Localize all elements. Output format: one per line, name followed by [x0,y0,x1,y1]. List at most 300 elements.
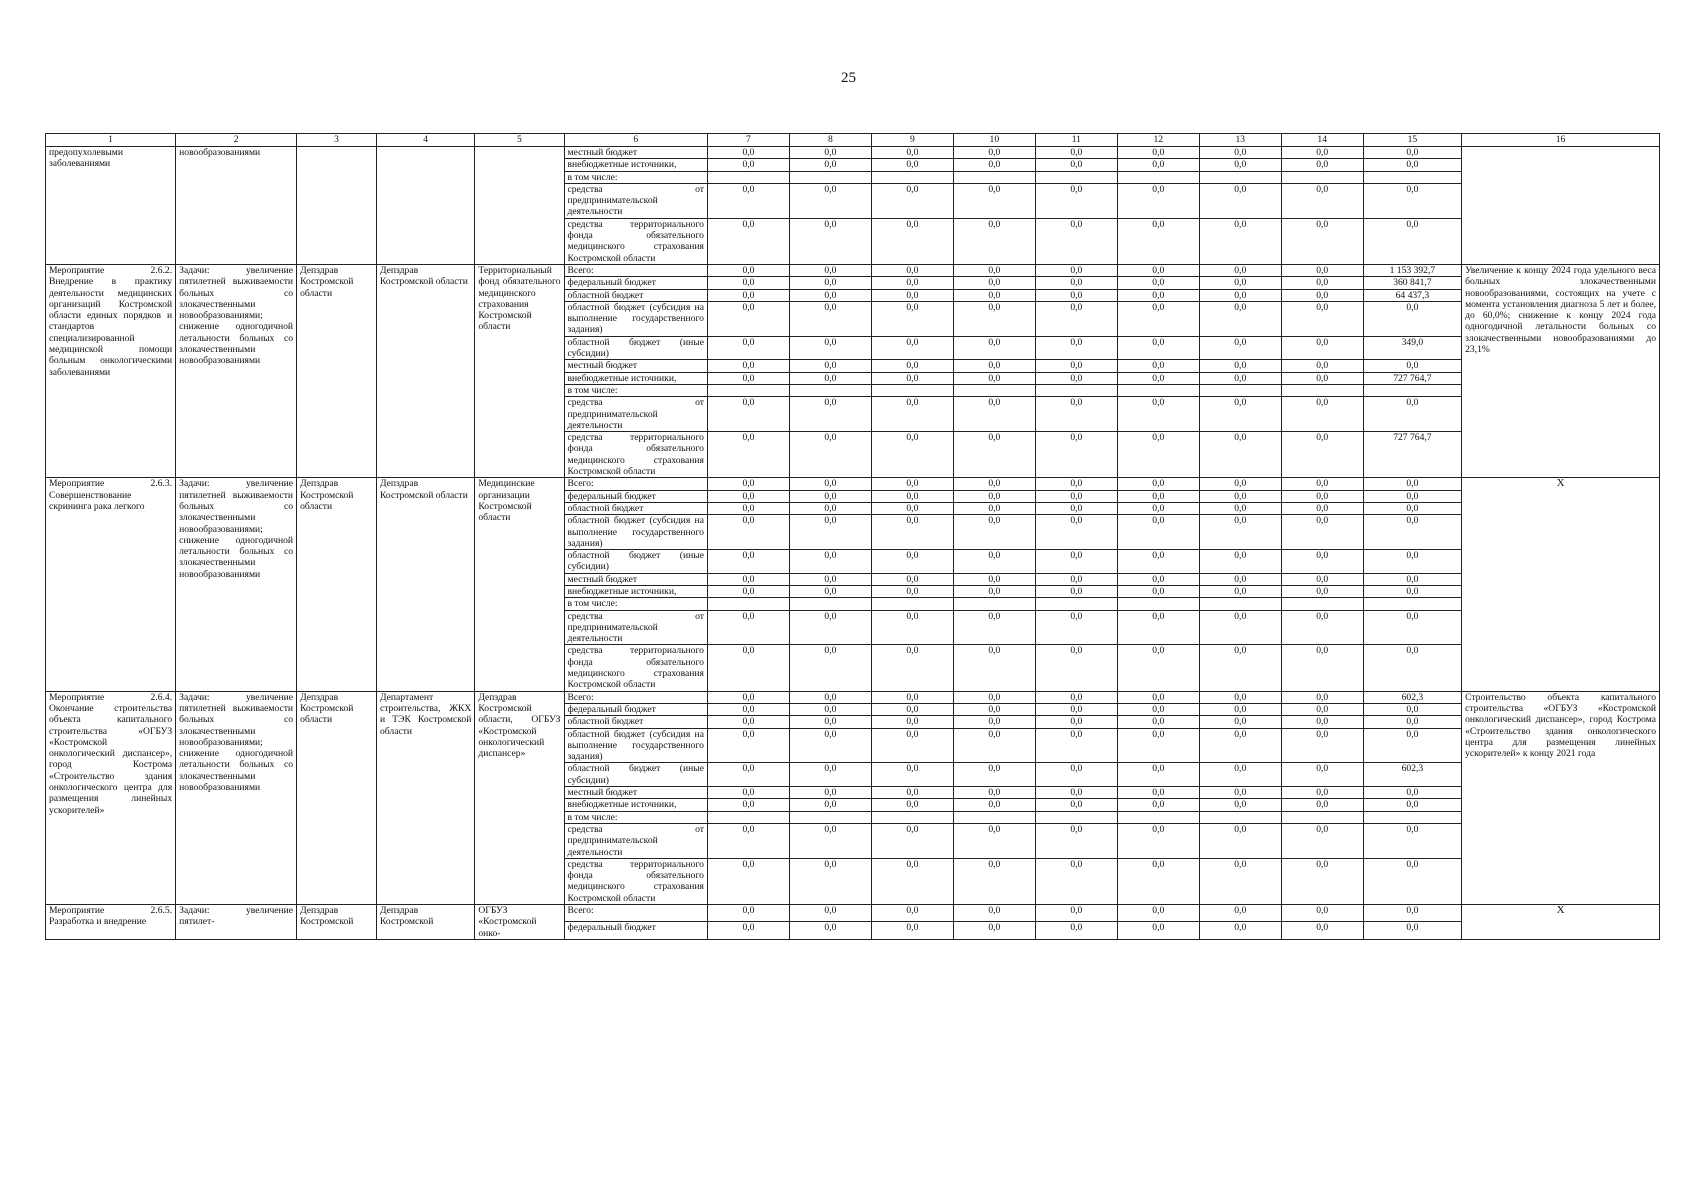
value-cell: 0,0 [707,858,789,904]
value-cell: 0,0 [1281,922,1363,939]
value-cell: 0,0 [1117,336,1199,360]
value-cell: 0,0 [1281,610,1363,645]
value-cell: 0,0 [1035,763,1117,787]
value-cell: 0,0 [953,159,1035,171]
cell-c3 [297,147,377,265]
value-cell: 0,0 [1199,585,1281,597]
value-cell: 0,0 [789,610,871,645]
value-cell [789,384,871,396]
value-cell: 0,0 [789,432,871,478]
value-cell: 0,0 [707,787,789,799]
value-cell: 0,0 [1281,301,1363,336]
value-cell [707,171,789,183]
value-cell: 0,0 [1281,858,1363,904]
column-number-10: 10 [953,134,1035,147]
value-cell: 0,0 [1035,905,1117,922]
value-cell: 0,0 [871,728,953,763]
value-cell: 0,0 [1199,502,1281,514]
value-cell: 0,0 [1035,573,1117,585]
value-cell: 0,0 [707,360,789,372]
value-cell: 0,0 [1281,147,1363,159]
cell-c2: Задачи: увеличение пятилетней выживаемости больных со злокачественными новообразованиями; снижение одногодичной летальности больных со злокачественными новообразованиями [176,478,297,691]
value-cell: 0,0 [789,218,871,264]
value-cell [1199,598,1281,610]
value-cell: 0,0 [707,218,789,264]
value-cell: 0,0 [1117,728,1199,763]
value-cell [1199,171,1281,183]
value-cell: 0,0 [1363,905,1461,922]
cell-c5: Медицинские организации Костромской области [475,478,564,691]
cell-c4: Депздрав Костромской [376,905,474,940]
value-cell: 0,0 [1117,515,1199,550]
value-cell: 0,0 [1117,922,1199,939]
value-cell: 0,0 [1363,728,1461,763]
value-cell [1035,598,1117,610]
value-cell: 0,0 [707,372,789,384]
value-cell: 0,0 [1199,905,1281,922]
value-cell: 0,0 [707,490,789,502]
value-cell: 0,0 [871,799,953,811]
value-cell: 0,0 [1117,799,1199,811]
value-cell: 0,0 [1199,573,1281,585]
value-cell: 0,0 [871,336,953,360]
cell-c1: Мероприятие 2.6.3. Совершенствование скрининга рака легкого [46,478,176,691]
expected-result: Строительство объекта капитального строительства «ОГБУЗ «Костромской онкологический диспансер», город Кострома «Строительство здания онкологического центра для размещения линейных ускорителей» к концу 2021 года [1462,691,1660,904]
value-cell: 0,0 [871,277,953,289]
funding-source: средства территориального фонда обязательного медицинского страхования Костромской области [564,858,707,904]
value-cell: 0,0 [1363,159,1461,171]
value-cell: 602,3 [1363,691,1461,703]
table-row [46,478,1660,490]
funding-source: местный бюджет [564,360,707,372]
value-cell: 0,0 [789,397,871,432]
value-cell: 0,0 [1035,787,1117,799]
value-cell: 0,0 [1281,585,1363,597]
cell-c5: Депздрав Костромской области, ОГБУЗ «Костромской онкологический диспансер» [475,691,564,904]
value-cell: 0,0 [789,585,871,597]
value-cell [871,171,953,183]
column-number-14: 14 [1281,134,1363,147]
funding-source: в том числе: [564,171,707,183]
value-cell: 0,0 [953,360,1035,372]
cell-c2: Задачи: увеличение пятилетней выживаемости больных со злокачественными новообразованиями; снижение одногодичной летальности больных со злокачественными новообразованиями [176,264,297,477]
value-cell: 0,0 [953,716,1035,728]
value-cell: 0,0 [1281,336,1363,360]
value-cell: 0,0 [871,905,953,922]
funding-source: внебюджетные источники, [564,799,707,811]
value-cell: 0,0 [1117,858,1199,904]
funding-source: в том числе: [564,598,707,610]
value-cell: 0,0 [1035,147,1117,159]
value-cell: 0,0 [1199,397,1281,432]
value-cell [1363,811,1461,823]
budget-table [45,133,1660,940]
value-cell: 0,0 [1035,550,1117,574]
value-cell: 0,0 [1281,183,1363,218]
funding-source: в том числе: [564,384,707,396]
expected-result: Увеличение к концу 2024 года удельного веса больных злокачественными новообразованиями, состоящих на учете с момента установления диагноза 5 лет и более, до 60,0%; снижение к концу 2024 года одногодичной летальности больных со злокачественными новообразованиями до 23,1% [1462,264,1660,477]
value-cell: 0,0 [953,703,1035,715]
value-cell: 0,0 [1281,691,1363,703]
value-cell: 0,0 [1117,218,1199,264]
funding-source: областной бюджет (иные субсидии) [564,336,707,360]
funding-source: средства от предпринимательской деятельности [564,610,707,645]
value-cell: 0,0 [953,336,1035,360]
value-cell: 0,0 [1281,432,1363,478]
value-cell: 0,0 [789,716,871,728]
value-cell: 0,0 [871,301,953,336]
value-cell: 0,0 [1363,573,1461,585]
value-cell: 0,0 [707,147,789,159]
table-row [46,147,1660,159]
value-cell: 0,0 [953,397,1035,432]
funding-source: местный бюджет [564,147,707,159]
funding-source: в том числе: [564,811,707,823]
value-cell: 0,0 [1199,147,1281,159]
column-number-row [46,134,1660,147]
value-cell: 0,0 [1035,858,1117,904]
column-number-13: 13 [1199,134,1281,147]
column-number-1: 1 [46,134,176,147]
value-cell: 0,0 [1035,372,1117,384]
value-cell: 0,0 [707,703,789,715]
value-cell: 0,0 [953,372,1035,384]
cell-c2: Задачи: увеличение пятилет- [176,905,297,940]
value-cell [707,811,789,823]
value-cell: 0,0 [1363,703,1461,715]
value-cell: 0,0 [1035,610,1117,645]
value-cell: 0,0 [953,610,1035,645]
value-cell: 0,0 [1117,763,1199,787]
value-cell: 0,0 [1281,264,1363,276]
funding-source: средства территориального фонда обязательного медицинского страхования Костромской области [564,432,707,478]
value-cell: 0,0 [1117,905,1199,922]
funding-source: Всего: [564,691,707,703]
value-cell: 0,0 [953,289,1035,301]
value-cell: 0,0 [707,691,789,703]
column-number-2: 2 [176,134,297,147]
value-cell: 0,0 [1281,360,1363,372]
value-cell: 0,0 [1281,799,1363,811]
value-cell: 0,0 [1281,703,1363,715]
value-cell: 0,0 [1363,716,1461,728]
value-cell [1281,811,1363,823]
value-cell: 0,0 [1117,277,1199,289]
value-cell: 0,0 [789,905,871,922]
value-cell: 0,0 [1199,858,1281,904]
value-cell: 0,0 [789,490,871,502]
funding-source: местный бюджет [564,787,707,799]
value-cell: 0,0 [789,159,871,171]
value-cell: 0,0 [1281,372,1363,384]
value-cell [1035,171,1117,183]
value-cell: 0,0 [789,301,871,336]
cell-c5: Территориальный фонд обязательного медицинского страхования Костромской области [475,264,564,477]
value-cell [953,811,1035,823]
value-cell: 0,0 [1199,515,1281,550]
value-cell: 0,0 [707,183,789,218]
value-cell: 0,0 [1363,645,1461,691]
value-cell: 0,0 [1199,432,1281,478]
value-cell: 360 841,7 [1363,277,1461,289]
value-cell: 0,0 [789,502,871,514]
expected-result [1462,147,1660,265]
value-cell: 0,0 [953,478,1035,490]
value-cell: 0,0 [1117,573,1199,585]
funding-source: местный бюджет [564,573,707,585]
value-cell: 0,0 [1117,372,1199,384]
value-cell: 0,0 [953,147,1035,159]
value-cell: 0,0 [1281,515,1363,550]
value-cell: 0,0 [953,905,1035,922]
value-cell: 0,0 [1363,397,1461,432]
funding-source: федеральный бюджет [564,490,707,502]
value-cell: 0,0 [871,432,953,478]
value-cell [1199,384,1281,396]
value-cell: 0,0 [1117,478,1199,490]
value-cell: 0,0 [707,432,789,478]
cell-c2: новообразованиями [176,147,297,265]
value-cell: 0,0 [1199,289,1281,301]
funding-source: федеральный бюджет [564,277,707,289]
value-cell: 0,0 [953,585,1035,597]
value-cell: 0,0 [707,301,789,336]
value-cell: 0,0 [1035,585,1117,597]
value-cell: 0,0 [1035,716,1117,728]
value-cell: 0,0 [1281,490,1363,502]
value-cell: 0,0 [1281,787,1363,799]
funding-source: областной бюджет [564,502,707,514]
value-cell: 0,0 [789,787,871,799]
value-cell: 0,0 [1199,763,1281,787]
value-cell [871,598,953,610]
value-cell: 0,0 [707,397,789,432]
value-cell: 0,0 [871,550,953,574]
value-cell: 0,0 [871,610,953,645]
value-cell: 0,0 [953,799,1035,811]
value-cell: 0,0 [1035,478,1117,490]
funding-source: областной бюджет [564,716,707,728]
value-cell [953,171,1035,183]
value-cell: 0,0 [953,264,1035,276]
value-cell: 0,0 [953,573,1035,585]
value-cell: 0,0 [1281,573,1363,585]
value-cell: 0,0 [953,490,1035,502]
value-cell: 0,0 [1199,716,1281,728]
value-cell: 0,0 [953,645,1035,691]
value-cell: 0,0 [707,264,789,276]
cell-c3: Депздрав Костромской области [297,478,377,691]
column-number-11: 11 [1035,134,1117,147]
value-cell [871,811,953,823]
value-cell: 0,0 [1035,691,1117,703]
value-cell: 0,0 [707,799,789,811]
value-cell [953,384,1035,396]
value-cell [1117,384,1199,396]
value-cell [1363,598,1461,610]
value-cell: 0,0 [789,183,871,218]
value-cell: 0,0 [1035,799,1117,811]
value-cell: 0,0 [953,218,1035,264]
value-cell: 0,0 [707,515,789,550]
value-cell: 0,0 [707,716,789,728]
value-cell: 0,0 [871,159,953,171]
cell-c5 [475,147,564,265]
funding-source: областной бюджет (субсидия на выполнение государственного задания) [564,515,707,550]
funding-source: федеральный бюджет [564,922,707,939]
value-cell: 0,0 [953,432,1035,478]
value-cell: 0,0 [1199,336,1281,360]
value-cell: 0,0 [871,289,953,301]
funding-source: внебюджетные источники, [564,372,707,384]
value-cell: 0,0 [871,573,953,585]
value-cell: 0,0 [1199,360,1281,372]
value-cell: 0,0 [1199,922,1281,939]
value-cell: 0,0 [1117,183,1199,218]
value-cell: 0,0 [1281,905,1363,922]
value-cell: 0,0 [1035,218,1117,264]
value-cell: 0,0 [1363,858,1461,904]
funding-source: областной бюджет (иные субсидии) [564,763,707,787]
value-cell: 0,0 [1035,922,1117,939]
value-cell: 0,0 [1363,550,1461,574]
value-cell: 0,0 [1281,218,1363,264]
value-cell: 0,0 [707,728,789,763]
cell-c3: Депздрав Костромской области [297,691,377,904]
value-cell [1035,811,1117,823]
value-cell: 0,0 [1035,277,1117,289]
value-cell: 0,0 [1117,301,1199,336]
value-cell: 0,0 [953,301,1035,336]
value-cell: 0,0 [1117,691,1199,703]
value-cell: 0,0 [707,573,789,585]
value-cell: 0,0 [1117,703,1199,715]
value-cell: 0,0 [1363,799,1461,811]
value-cell: 0,0 [953,515,1035,550]
value-cell: 0,0 [953,502,1035,514]
value-cell: 64 437,3 [1363,289,1461,301]
value-cell: 0,0 [1035,183,1117,218]
value-cell: 0,0 [1117,823,1199,858]
value-cell: 0,0 [1035,703,1117,715]
value-cell: 0,0 [1117,716,1199,728]
value-cell: 0,0 [1199,183,1281,218]
value-cell: 0,0 [871,703,953,715]
value-cell: 0,0 [1281,550,1363,574]
value-cell: 727 764,7 [1363,372,1461,384]
value-cell: 0,0 [1035,502,1117,514]
value-cell: 0,0 [1035,645,1117,691]
column-number-4: 4 [376,134,474,147]
value-cell: 0,0 [1199,787,1281,799]
value-cell [789,171,871,183]
column-number-7: 7 [707,134,789,147]
expected-result: X [1462,905,1660,940]
value-cell: 0,0 [707,585,789,597]
value-cell: 0,0 [871,515,953,550]
value-cell: 0,0 [953,183,1035,218]
value-cell: 0,0 [707,277,789,289]
funding-source: средства от предпринимательской деятельности [564,183,707,218]
value-cell: 0,0 [871,147,953,159]
column-number-3: 3 [297,134,377,147]
value-cell: 0,0 [1199,823,1281,858]
value-cell: 0,0 [1117,159,1199,171]
value-cell: 0,0 [871,585,953,597]
value-cell: 0,0 [953,763,1035,787]
value-cell: 0,0 [1281,823,1363,858]
value-cell: 0,0 [1199,264,1281,276]
value-cell: 0,0 [789,478,871,490]
value-cell: 0,0 [1281,397,1363,432]
value-cell: 0,0 [1199,610,1281,645]
value-cell: 0,0 [871,716,953,728]
table-row [46,264,1660,276]
value-cell: 0,0 [1199,372,1281,384]
value-cell: 0,0 [789,515,871,550]
value-cell: 0,0 [1035,432,1117,478]
value-cell: 0,0 [1035,823,1117,858]
value-cell: 0,0 [1117,147,1199,159]
page-number: 25 [841,70,856,86]
funding-source: областной бюджет [564,289,707,301]
value-cell: 0,0 [1199,277,1281,289]
value-cell: 0,0 [1363,610,1461,645]
value-cell: 602,3 [1363,763,1461,787]
value-cell: 0,0 [1363,478,1461,490]
value-cell: 0,0 [1035,397,1117,432]
value-cell: 0,0 [953,823,1035,858]
value-cell [1117,598,1199,610]
value-cell [1117,171,1199,183]
value-cell: 0,0 [1035,264,1117,276]
value-cell: 0,0 [707,823,789,858]
value-cell: 0,0 [871,397,953,432]
value-cell [1281,598,1363,610]
cell-c3: Депздрав Костромской области [297,264,377,477]
value-cell: 0,0 [1363,301,1461,336]
expected-result: X [1462,478,1660,691]
value-cell: 0,0 [953,277,1035,289]
column-number-15: 15 [1363,134,1461,147]
value-cell [953,598,1035,610]
value-cell: 0,0 [1363,360,1461,372]
funding-source: внебюджетные источники, [564,585,707,597]
cell-c4 [376,147,474,265]
value-cell: 0,0 [1035,336,1117,360]
value-cell [1363,384,1461,396]
value-cell: 0,0 [1117,397,1199,432]
value-cell: 0,0 [1117,432,1199,478]
value-cell [1281,384,1363,396]
cell-c2: Задачи: увеличение пятилетней выживаемости больных со злокачественными новообразованиями; снижение одногодичной летальности больных со злокачественными новообразованиями [176,691,297,904]
value-cell: 0,0 [871,183,953,218]
value-cell: 349,0 [1363,336,1461,360]
value-cell: 0,0 [1199,218,1281,264]
funding-source: федеральный бюджет [564,703,707,715]
value-cell: 0,0 [953,691,1035,703]
funding-source: Всего: [564,478,707,490]
value-cell [1035,384,1117,396]
value-cell: 0,0 [707,336,789,360]
value-cell: 0,0 [1117,289,1199,301]
value-cell: 0,0 [871,922,953,939]
value-cell: 0,0 [871,763,953,787]
value-cell: 0,0 [789,277,871,289]
value-cell [1199,811,1281,823]
value-cell: 0,0 [1199,703,1281,715]
value-cell: 0,0 [1363,183,1461,218]
